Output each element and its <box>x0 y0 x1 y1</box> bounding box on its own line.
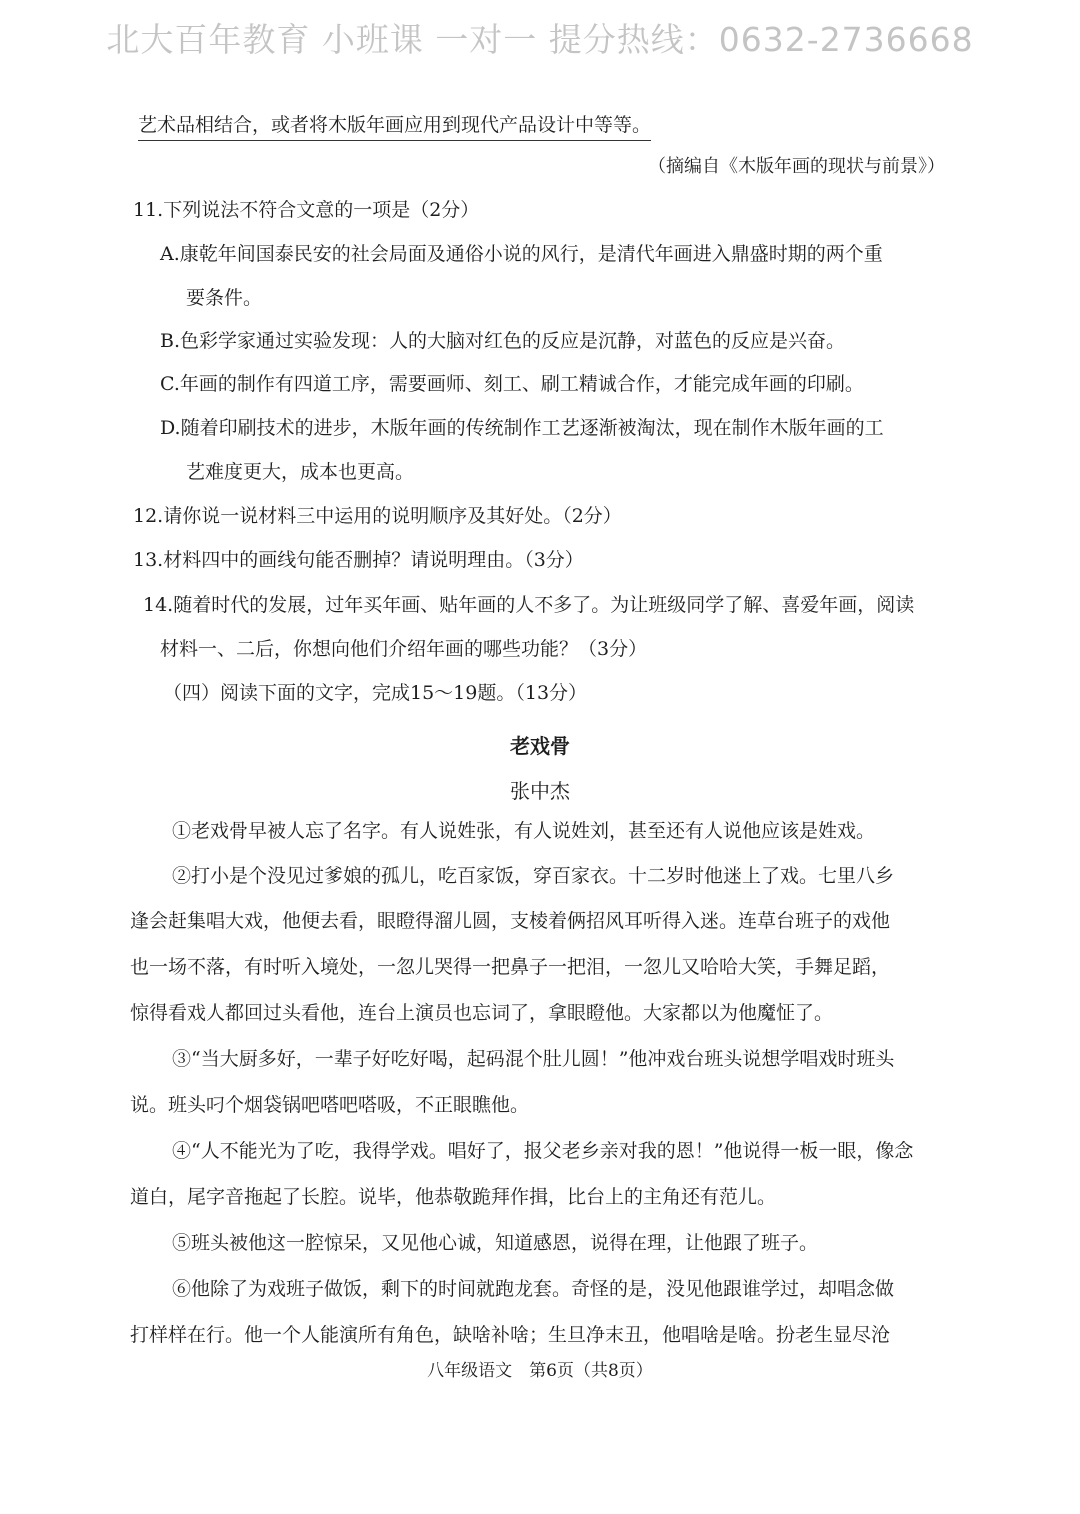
story-paragraph-2-line1: ②打小是个没见过爹娘的孤儿，吃百家饭，穿百家衣。十二岁时他迷上了戏。七里八乡 <box>172 865 895 887</box>
story-paragraph-5: ⑤班头被他这一腔惊呆，又见他心诚，知道感恩，说得在理，让他跟了班子。 <box>172 1232 819 1254</box>
story-paragraph-6-line1: ⑥他除了为戏班子做饭，剩下的时间就跑龙套。奇怪的是，没见他跟谁学过，却唱念做 <box>172 1278 895 1300</box>
q11-option-b: B.色彩学家通过实验发现：人的大脑对红色的反应是沉静，对蓝色的反应是兴奋。 <box>160 330 846 352</box>
story-paragraph-3-line1: ③“当大厨多好，一辈子好吃好喝，起码混个肚儿圆！”他冲戏台班头说想学唱戏时班头 <box>172 1048 895 1070</box>
passage-closing-line <box>138 116 651 135</box>
q11-option-a-line2: 要条件。 <box>186 287 263 309</box>
q11-option-c: C.年画的制作有四道工序，需要画师、刻工、刷工精诚合作，才能完成年画的印刷。 <box>160 373 864 395</box>
question-13: 13.材料四中的画线句能否删掉？请说明理由。（3分） <box>133 549 584 571</box>
question-14-line2: 材料一、二后，你想向他们介绍年画的哪些功能？（3分） <box>160 638 648 660</box>
page-footer: 八年级语文 第6页（共8页） <box>427 1361 653 1381</box>
story-paragraph-2-line2: 逢会赶集唱大戏，他便去看，眼瞪得溜儿圆，支棱着俩招风耳听得入迷。连草台班子的戏他 <box>130 910 891 932</box>
story-paragraph-2-line3: 也一场不落，有时听入境处，一忽儿哭得一把鼻子一把泪，一忽儿又哈哈大笑，手舞足蹈， <box>130 956 891 978</box>
underlined-sentence: 艺术品相结合，或者将木版年画应用到现代产品设计中等等。 <box>138 114 651 141</box>
story-paragraph-3-line2: 说。班头叼个烟袋锅吧嗒吧嗒吸，不正眼瞧他。 <box>130 1094 530 1116</box>
q11-option-d-line1: D.随着印刷技术的进步，木版年画的传统制作工艺逐渐被淘汰，现在制作木版年画的工 <box>160 417 884 439</box>
story-paragraph-4-line1: ④“人不能光为了吃，我得学戏。唱好了，报父老乡亲对我的恩！”他说得一板一眼，像念 <box>172 1140 914 1162</box>
question-14-line1: 14.随着时代的发展，过年买年画、贴年画的人不多了。为让班级同学了解、喜爱年画，阅读 <box>143 594 915 616</box>
story-paragraph-2-line4: 惊得看戏人都回过头看他，连台上演员也忘词了，拿眼瞪他。大家都以为他魔怔了。 <box>130 1002 834 1024</box>
section-4-heading: （四）阅读下面的文字，完成15～19题。（13分） <box>163 682 588 704</box>
question-11-stem: 11.下列说法不符合文意的一项是（2分） <box>133 199 480 221</box>
story-paragraph-1: ①老戏骨早被人忘了名字。有人说姓张，有人说姓刘，甚至还有人说他应该是姓戏。 <box>172 820 876 842</box>
story-paragraph-4-line2: 道白，尾字音拖起了长腔。说毕，他恭敬跪拜作揖，比台上的主角还有范儿。 <box>130 1186 777 1208</box>
question-12: 12.请你说一说材料三中运用的说明顺序及其好处。（2分） <box>133 505 622 527</box>
story-author: 张中杰 <box>510 779 570 803</box>
story-title: 老戏骨 <box>510 734 570 758</box>
story-paragraph-6-line2: 打样样在行。他一个人能演所有角色，缺啥补啥；生旦净末丑，他唱啥是啥。扮老生显尽沧 <box>130 1324 891 1346</box>
q11-option-d-line2: 艺难度更大，成本也更高。 <box>186 461 415 483</box>
source-citation: （摘编自《木版年画的现状与前景》） <box>648 156 945 177</box>
watermark-text: 北大百年教育 小班课 一对一 提分热线：0632-2736668 <box>106 20 974 59</box>
q11-option-a-line1: A.康乾年间国泰民安的社会局面及通俗小说的风行，是清代年画进入鼎盛时期的两个重 <box>160 243 883 265</box>
